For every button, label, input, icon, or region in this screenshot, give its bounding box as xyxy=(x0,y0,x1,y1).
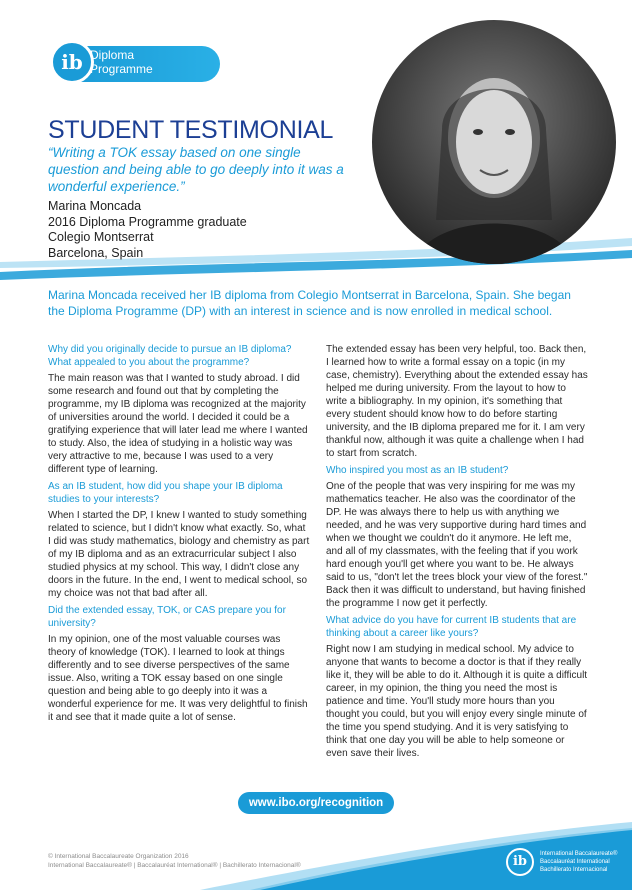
student-portrait xyxy=(372,20,616,264)
answer-text: One of the people that was very inspiring for me was my mathematics teacher. He also was the coordinator of the DP. He was always there to help us with anything we needed, and he was very supportive during hard times and when we thought we couldn't do it anymore. He left me, and all of my classmates, with the feeling that if you work hard enough you'll get where you want to be. He always said to us, "don't let the trees block your view of the forest." Back then it was difficult to understand, but having finished the programme I now get it perfectly. xyxy=(326,481,588,609)
recognition-link[interactable]: www.ibo.org/recognition xyxy=(238,792,394,814)
page-title: STUDENT TESTIMONIAL xyxy=(48,116,334,144)
question-heading: What advice do you have for current IB students that are thinking about a career like yours? xyxy=(326,615,577,639)
copyright-notice: © International Baccalaureate Organization 2016 International Baccalaureate® | Baccalauréat International® | Bachillerato Internacional® xyxy=(48,853,301,869)
student-name: Marina Moncada xyxy=(48,199,142,213)
student-school: Colegio Montserrat xyxy=(48,230,154,244)
student-location: Barcelona, Spain xyxy=(48,245,144,260)
answer-text: In my opinion, one of the most valuable courses was theory of knowledge (TOK). I learned to look at things differently and to see diverse perspectives of the same issue. Also, writing a TOK essay based on one single question and being able to go deeply into it was a wonderful experience for me. It was very delightful to finish it and see that it made quite a lot of sense. xyxy=(48,634,308,723)
ib-logo-icon: ib xyxy=(50,40,94,84)
answer-text: Right now I am studying in medical school. My advice to anyone that wants to become a doctor is that if they really like it, they will be able to do it. Although it is quite a difficult career, in my opinion, the thing you need the most is patience and time. You'll study more hours than you thought you could, but you will enjoy every single minute of the time you spend studying. And it is very satisfying to think that one day you will be able to help someone or even save their lives. xyxy=(326,644,588,759)
portrait-icon xyxy=(372,20,616,264)
intro-paragraph: Marina Moncada received her IB diploma from Colegio Montserrat in Barcelona, Spain. She began the Diploma Programme (DP) with an interest in science and is now enrolled in medical school. xyxy=(48,288,571,318)
answer-text: The main reason was that I wanted to study abroad. I did some research and found out that by completing the programme, my IB diploma was recognized at the majority of universities around the world. I decided it could be a gratifying experience that will later lead me where I wanted to study. Also, the idea of studying in a holistic way was very attractive to me, because I was used to a very different type of learning. xyxy=(48,373,308,475)
testimonial-quote: “Writing a TOK essay based on one single question and being able to go deeply into it was a wonderful experience.” xyxy=(48,145,344,194)
answer-text: The extended essay has been very helpful, too. Back then, I learned how to write a formal essay on a topic (in my case, chemistry). Everything about the extended essay has helped me during university. From the layout to how to write a bibliography. In my opinion, it's something that every student should know how to do before starting university, and the IB diploma prepared me for it. I am very thankful now, although it was quite a challenge when I had to start from scratch. xyxy=(326,344,588,459)
question-heading: As an IB student, how did you shape your IB diploma studies to your interests? xyxy=(48,481,283,505)
student-role: 2016 Diploma Programme graduate xyxy=(48,214,247,229)
programme-name: Diploma Programme xyxy=(90,48,153,76)
ib-logo-icon: ib xyxy=(506,848,534,876)
student-info xyxy=(48,199,247,261)
answer-text: When I started the DP, I knew I wanted to study something related to science, but I didn't know what exactly. So, what I did was study mathematics, biology and chemistry as part of my IB diploma and as an extracurricular subject I also studied physics at my school. This way, I didn't close any doors in the future. In the end, I went to medical school, so my choice was not that bad after all. xyxy=(48,510,310,599)
ib-org-name: International Baccalaureate® Baccalauréat International Bachillerato Internacional xyxy=(540,851,618,873)
right-column xyxy=(326,343,588,764)
question-heading: Who inspired you most as an IB student? xyxy=(326,465,509,476)
ib-diploma-logo xyxy=(50,40,220,84)
question-heading: Why did you originally decide to pursue an IB diploma? What appealed to you about the programme? xyxy=(48,344,292,368)
question-heading: Did the extended essay, TOK, or CAS prepare you for university? xyxy=(48,605,286,629)
left-column xyxy=(48,343,310,728)
